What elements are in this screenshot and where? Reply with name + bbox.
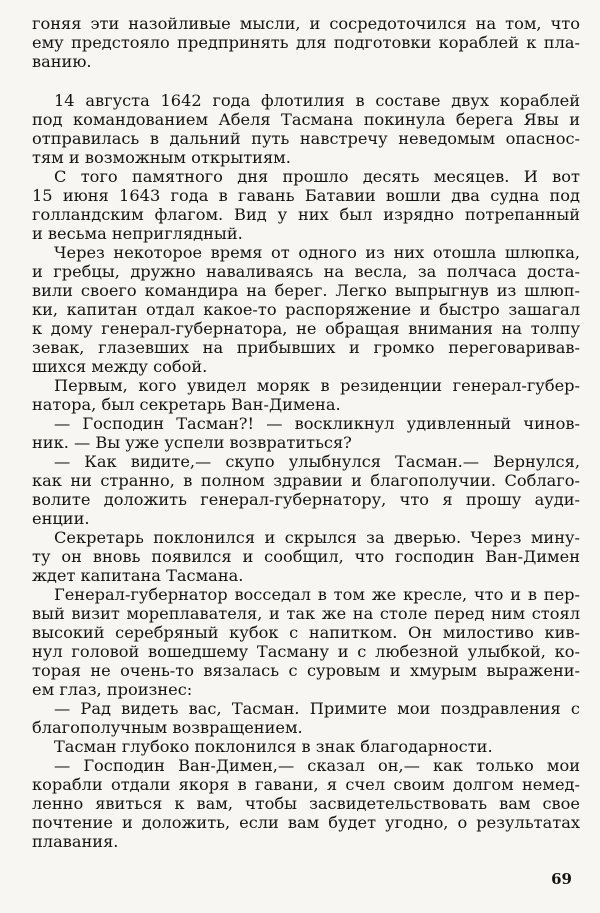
paragraph (32, 737, 580, 756)
text-line: Первым, кого увидел моряк в резиденции генерал-губер- (54, 376, 580, 395)
text-line: — Как видите,— скупо улыбнулся Тасман.— Вернулся, (54, 452, 580, 471)
text-line: высокий серебряный кубок с напитком. Он милостиво кив- (32, 623, 580, 642)
text-line: волите доложить генерал-губернатору, что я прошу ауди- (32, 490, 580, 509)
text-line: 15 июня 1643 года в гавань Батавии вошли два судна под (32, 186, 580, 205)
text-line: ванию. (32, 52, 92, 71)
text-line: енции. (32, 509, 90, 528)
text-line: гоняя эти назойливые мысли, и сосредоточился на том, что (32, 14, 580, 33)
text-line: и гребцы, дружно наваливаясь на весла, за полчаса доста- (32, 262, 580, 281)
text-line: благополучным возвращением. (32, 718, 303, 737)
text-line: ем глаз, произнес: (32, 680, 193, 699)
paragraph (32, 756, 580, 851)
text-line: к дому генерал-губернатора, не обращая внимания на толпу (32, 319, 580, 338)
paragraph (32, 452, 580, 528)
text-line: зевак, глазевших на прибывших и громко переговаривав- (32, 338, 580, 357)
text-line: вили своего командира на берег. Легко выпрыгнув из шлюп- (32, 281, 580, 300)
text-line: как ни странно, в полном здравии и благополучии. Соблаго- (32, 471, 580, 490)
text-line: Секретарь поклонился и скрылся за дверью. Через мину- (54, 528, 580, 547)
text-line: плавания. (32, 832, 119, 851)
text-line: под командованием Абеля Тасмана покинула берега Явы и (32, 110, 580, 129)
paragraph (32, 699, 580, 737)
text-line: — Господин Тасман?! — воскликнул удивленный чинов- (54, 414, 580, 433)
page-number: 69 (551, 870, 572, 888)
text-line: — Господин Ван-Димен,— сказал он,— как только мои (54, 756, 580, 775)
text-line: и весьма неприглядный. (32, 224, 243, 243)
text-line: голландским флагом. Вид у них был изрядно потрепанный (32, 205, 580, 224)
text-line: Через некоторое время от одного из них отошла шлюпка, (54, 243, 580, 262)
text-line: Тасман глубоко поклонился в знак благодарности. (54, 737, 493, 756)
text-line: ему предстояло предпринять для подготовки кораблей к пла- (32, 33, 580, 52)
text-line: шихся между собой. (32, 357, 208, 376)
paragraph (32, 585, 580, 699)
paragraph (32, 243, 580, 376)
text-line: 14 августа 1642 года флотилия в составе двух кораблей (54, 91, 580, 110)
paragraph-gap (32, 71, 580, 91)
paragraph (32, 91, 580, 167)
text-line: тям и возможным открытиям. (32, 148, 291, 167)
text-line: почтение и доложить, если вам будет угодно, о результатах (32, 813, 580, 832)
text-line: ждет капитана Тасмана. (32, 566, 244, 585)
paragraph (32, 167, 580, 243)
text-line: нул головой вошедшему Тасману и с любезной улыбкой, ко- (32, 642, 580, 661)
paragraph (32, 528, 580, 585)
text-line: торая не очень-то вязалась с суровым и хмурым выражени- (32, 661, 580, 680)
text-line: отправилась в дальний путь навстречу неведомым опаснос- (32, 129, 580, 148)
paragraph (32, 14, 580, 71)
text-line: ки, капитан отдал какое-то распоряжение и быстро зашагал (32, 300, 580, 319)
text-line: С того памятного дня прошло десять месяцев. И вот (54, 167, 580, 186)
text-line: ту он вновь появился и сообщил, что господин Ван-Димен (32, 547, 580, 566)
text-line: ник. — Вы уже успели возвратиться? (32, 433, 352, 452)
paragraph (32, 414, 580, 452)
paragraph (32, 376, 580, 414)
text-line: корабли отдали якоря в гавани, я счел своим долгом немед- (32, 775, 580, 794)
text-line: ленно явиться к вам, чтобы засвидетельствовать вам свое (32, 794, 580, 813)
text-line: натора, был секретарь Ван-Димена. (32, 395, 341, 414)
text-line: Генерал-губернатор восседал в том же кресле, что и в пер- (54, 585, 580, 604)
text-line: вый визит мореплавателя, и так же на столе перед ним стоял (32, 604, 580, 623)
book-page (32, 14, 580, 899)
text-line: — Рад видеть вас, Тасман. Примите мои поздравления с (54, 699, 580, 718)
